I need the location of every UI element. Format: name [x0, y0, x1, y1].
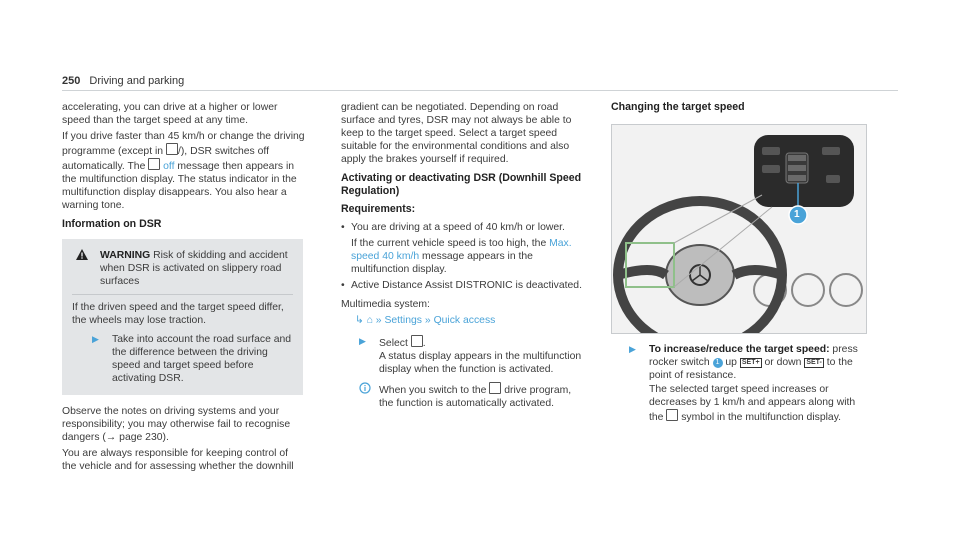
- menu-settings: Settings: [384, 315, 422, 326]
- max-speed-message: Max. speed 40 km/h: [351, 238, 572, 262]
- requirement-item: • Active Distance Assist DISTRONIC is deactivated.: [341, 280, 582, 291]
- column-right-step: [611, 343, 867, 424]
- offroad-program-icon: [166, 143, 178, 155]
- column-left: [62, 101, 305, 476]
- offroad-program-icon: [489, 382, 501, 394]
- requirement-item: • You are driving at a speed of 40 km/h or lower. If the current vehicle speed is too high, the Max. speed 40 km/h message appears in the multifunction display.: [341, 222, 572, 275]
- heading-activating: Activating or deactivating DSR (Downhill Speed Regulation): [341, 172, 582, 197]
- heading-information: Information on DSR: [62, 218, 162, 230]
- paragraph: If you drive faster than 45 km/h or change the driving programme (except in /), DSR switches off automatically. The off message then appears in the multifunction display. The status indicator in the multifunction display disappears. You also hear a warning tone.: [62, 131, 305, 211]
- downhill-car-icon: [666, 409, 678, 421]
- warning-text: Risk of skidding and accident when DSR is activated on slippery road surfaces: [100, 250, 288, 287]
- downhill-car-icon: [148, 158, 160, 170]
- header-divider: [62, 90, 898, 91]
- heading-changing: Changing the target speed: [611, 101, 745, 113]
- select-step: ▶ Select . A status display appears in the multifunction display when the function is activated.: [341, 335, 586, 376]
- menu-path: [341, 314, 586, 327]
- section-title: Driving and parking: [89, 75, 185, 87]
- column-right: [611, 101, 865, 119]
- info-icon: [341, 382, 375, 410]
- menu-quick-access: Quick access: [433, 315, 496, 326]
- callout-badge: 1: [713, 358, 723, 368]
- set-up-icon: SET+: [741, 359, 760, 366]
- paragraph: accelerating, you can drive at a higher or lower speed than the target speed at any time.: [62, 102, 278, 126]
- paragraph: Observe the notes on driving systems and your responsibility; you may otherwise fail to recognise dangers (→ page 230).: [62, 406, 291, 443]
- page-number: 250: [62, 75, 81, 87]
- step-arrow-icon: ▶: [359, 336, 366, 346]
- warning-triangle-icon: [76, 249, 90, 288]
- step-arrow-icon: ▶: [92, 334, 99, 344]
- warning-label: WARNING: [100, 250, 151, 261]
- requirements-label: Requirements:: [341, 203, 416, 215]
- warning-box: [62, 239, 303, 395]
- home-icon: ⌂: [366, 315, 373, 326]
- paragraph: You are always responsible for keeping control of the vehicle and for assessing whether the downhill: [62, 448, 294, 472]
- steering-wheel-illustration: [611, 124, 867, 334]
- callout-number: 1: [794, 209, 800, 220]
- path-arrow-icon: ↳: [355, 315, 364, 326]
- page-header: [62, 75, 184, 87]
- warning-body: If the driven speed and the target speed differ, the wheels may lose traction.: [72, 302, 284, 326]
- set-down-icon: SET-: [806, 359, 822, 366]
- step-arrow-icon: ▶: [629, 344, 636, 354]
- column-middle: [341, 101, 586, 410]
- warning-step: ▶ Take into account the road surface and the difference between the driving speed and target speed before activating DSR.: [72, 333, 293, 385]
- off-message: off: [163, 161, 175, 172]
- downhill-car-icon: [411, 335, 423, 347]
- info-note: When you switch to the drive program, the function is automatically activated.: [341, 382, 586, 410]
- chevron-icon: »: [375, 315, 382, 326]
- chevron-icon: »: [424, 315, 431, 326]
- paragraph: gradient can be negotiated. Depending on road surface and tyres, DSR may not always be able to keep to the target speed. Select a target speed suitable for the environmental conditions and also apply the brakes yourself if required.: [341, 102, 572, 165]
- divider: [72, 294, 293, 295]
- change-speed-step: ▶ To increase/reduce the target speed: press rocker switch 1 up SET+ or down SET- to the point of resistance. The selected target speed increases or decreases by 1 km/h and appears along with the symbol in the multifunction display.: [611, 343, 867, 424]
- multimedia-label: Multimedia system:: [341, 299, 430, 310]
